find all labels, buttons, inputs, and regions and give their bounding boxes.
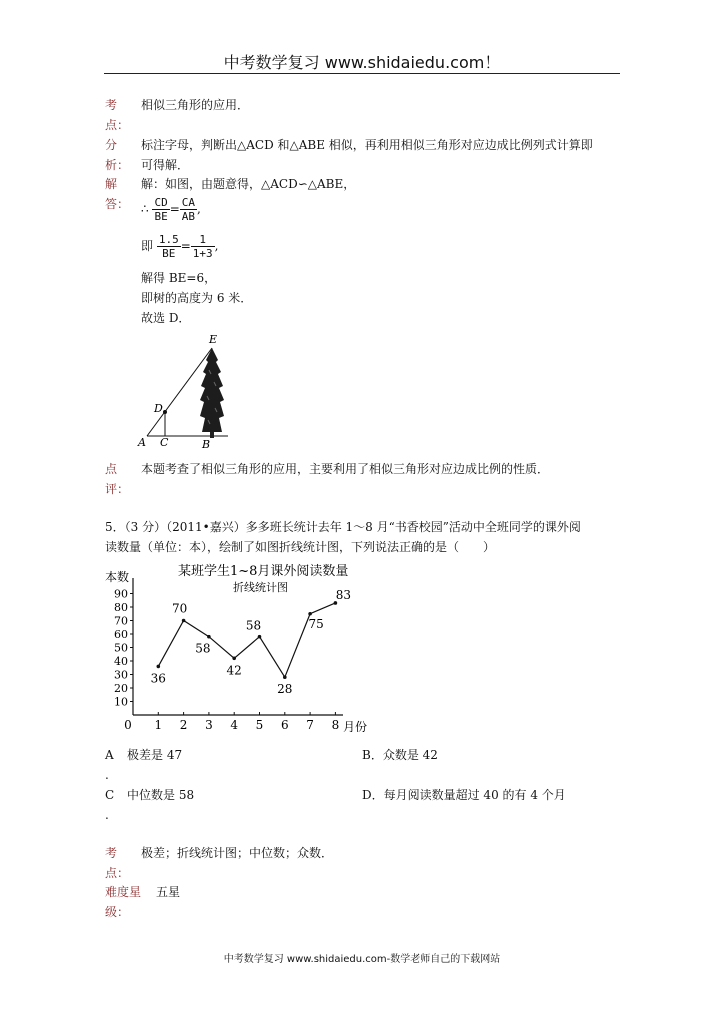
y-tick-label: 80 bbox=[114, 601, 128, 614]
hypotenuse-line bbox=[147, 348, 212, 436]
data-label: 58 bbox=[245, 618, 262, 633]
tree-icon bbox=[200, 348, 224, 438]
x-tick-label: 4 bbox=[230, 718, 239, 732]
data-point bbox=[232, 657, 236, 661]
x-tick-label: 5 bbox=[255, 718, 264, 732]
y-tick-label: 20 bbox=[114, 682, 128, 695]
frac-num: CA bbox=[181, 196, 196, 209]
reading-line-chart bbox=[100, 558, 370, 740]
jieda-label-1: 解 bbox=[105, 177, 118, 191]
label-c: C bbox=[160, 436, 169, 449]
label-d: D bbox=[154, 402, 163, 415]
fenxi-text-1: 标注字母，判断出△ACD 和△ABE 相似，再利用相似三角形对应边成比例列式计算即 bbox=[141, 138, 593, 152]
difficulty-label-2: 级： bbox=[105, 905, 130, 919]
jieda-label-2: 答： bbox=[105, 197, 130, 211]
kaodian-label-2: 点： bbox=[105, 118, 130, 132]
y-tick-label: 90 bbox=[114, 587, 128, 601]
q5-kaodian-label-1: 考 bbox=[105, 846, 118, 860]
page-footer: 中考数学复习 www.shidaiedu.com-数学老师自己的下载网站 bbox=[223, 954, 501, 965]
fraction-cd-be bbox=[152, 196, 169, 223]
frac-num: 1 bbox=[191, 233, 215, 247]
origin-label: 0 bbox=[124, 718, 132, 732]
option-a-letter: A bbox=[105, 748, 114, 762]
ratio-equation-1: ∴ $\frac{CD}{BE}$ = $\frac{CA}{AB}$ , bbox=[141, 196, 201, 223]
chart-subtitle: 折线统计图 bbox=[233, 581, 288, 594]
jieda-line-4: 即树的高度为 6 米． bbox=[141, 291, 253, 305]
frac-num: CD bbox=[154, 196, 168, 209]
data-point bbox=[207, 635, 211, 639]
data-label: 70 bbox=[171, 601, 188, 616]
y-axis-label: 本数 bbox=[105, 570, 130, 584]
data-label: 75 bbox=[308, 616, 324, 631]
frac-den: AB bbox=[181, 210, 196, 223]
option-d-text: D．每月阅读数量超过 40 的有 4 个月 bbox=[362, 788, 566, 802]
fenxi-text-2: 可得解． bbox=[141, 158, 190, 172]
fenxi-label-1: 分 bbox=[105, 138, 118, 152]
data-label: 83 bbox=[335, 587, 352, 602]
option-a-dot: . bbox=[105, 768, 109, 782]
jieda-line-1: 解：如图，由题意得，△ACD∽△ABE， bbox=[141, 177, 356, 191]
frac-den: BE bbox=[162, 247, 176, 260]
header-rule bbox=[104, 73, 620, 74]
y-tick-label: 10 bbox=[114, 695, 128, 709]
page-header: 中考数学复习 www.shidaiedu.com！ bbox=[223, 53, 501, 72]
label-b: B bbox=[202, 438, 211, 451]
similar-triangle-diagram bbox=[130, 330, 240, 455]
y-tick-label: 60 bbox=[114, 628, 128, 641]
point-d bbox=[163, 410, 167, 414]
difficulty-label-1: 难度星 bbox=[105, 885, 142, 899]
data-point bbox=[182, 619, 186, 623]
data-label: 36 bbox=[150, 671, 166, 686]
data-label: 58 bbox=[195, 641, 211, 656]
data-point bbox=[308, 612, 312, 616]
x-tick-label: 8 bbox=[331, 718, 340, 732]
q5-kaodian-text: 极差；折线统计图；中位数；众数． bbox=[141, 846, 334, 860]
data-point bbox=[283, 675, 287, 679]
y-tick-label: 70 bbox=[114, 614, 128, 628]
frac-num: 1.5 bbox=[158, 233, 179, 246]
difficulty-text: 五星 bbox=[156, 885, 181, 899]
ji-text: 即 bbox=[141, 239, 154, 253]
jieda-line-5: 故选 D． bbox=[141, 311, 191, 325]
frac-den: BE bbox=[154, 210, 168, 223]
fenxi-label-2: 析： bbox=[105, 158, 130, 172]
option-a-text: 极差是 47 bbox=[127, 748, 183, 762]
q5-kaodian-label-2: 点： bbox=[105, 866, 130, 880]
chart-title: 某班学生1~8月课外阅读数量 bbox=[178, 564, 349, 579]
option-c-text: 中位数是 58 bbox=[127, 788, 195, 802]
q5-text-line-1: 5．（3 分）（2011•嘉兴）多多班长统计去年 1～8 月“书香校园”活动中全班同学的课外阅 bbox=[105, 520, 581, 534]
label-e: E bbox=[209, 333, 218, 346]
data-label: 28 bbox=[277, 682, 293, 697]
y-tick-label: 50 bbox=[114, 641, 128, 655]
fraction-1-1plus3 bbox=[191, 233, 215, 260]
option-b-text: B．众数是 42 bbox=[362, 748, 438, 762]
q5-text-line-2: 读数量（单位：本），绘制了如图折线统计图，下列说法正确的是（ ） bbox=[105, 540, 496, 554]
kaodian-text: 相似三角形的应用． bbox=[141, 98, 250, 112]
y-tick-label: 30 bbox=[114, 668, 128, 682]
option-c-letter: C bbox=[105, 788, 115, 802]
jieda-line-3: 解得 BE=6， bbox=[141, 271, 217, 285]
x-tick-label: 1 bbox=[154, 718, 163, 732]
dianping-label-2: 评： bbox=[105, 482, 130, 496]
option-c-dot: . bbox=[105, 808, 109, 822]
x-tick-label: 6 bbox=[280, 718, 289, 732]
fraction-15-be bbox=[157, 233, 181, 260]
dianping-text: 本题考查了相似三角形的应用，主要利用了相似三角形对应边成比例的性质． bbox=[141, 462, 550, 476]
x-tick-label: 7 bbox=[306, 718, 314, 732]
fraction-ca-ab bbox=[180, 196, 197, 223]
x-tick-label: 2 bbox=[179, 718, 188, 732]
y-tick-label: 40 bbox=[114, 655, 128, 668]
frac-den: 1+3 bbox=[192, 247, 213, 260]
x-tick-label: 3 bbox=[205, 718, 213, 732]
x-axis-label: 月份 bbox=[343, 720, 368, 734]
ratio-equation-2: 即 $\frac{1.5}{BE}$ = $\frac{1}{1+3}$ , bbox=[141, 233, 219, 260]
data-label: 42 bbox=[226, 663, 242, 678]
data-point bbox=[157, 665, 161, 669]
label-a: A bbox=[138, 436, 146, 449]
data-point bbox=[258, 635, 262, 639]
kaodian-label-1: 考 bbox=[105, 98, 118, 112]
therefore-symbol: ∴ bbox=[141, 202, 149, 216]
dianping-label-1: 点 bbox=[105, 462, 118, 476]
